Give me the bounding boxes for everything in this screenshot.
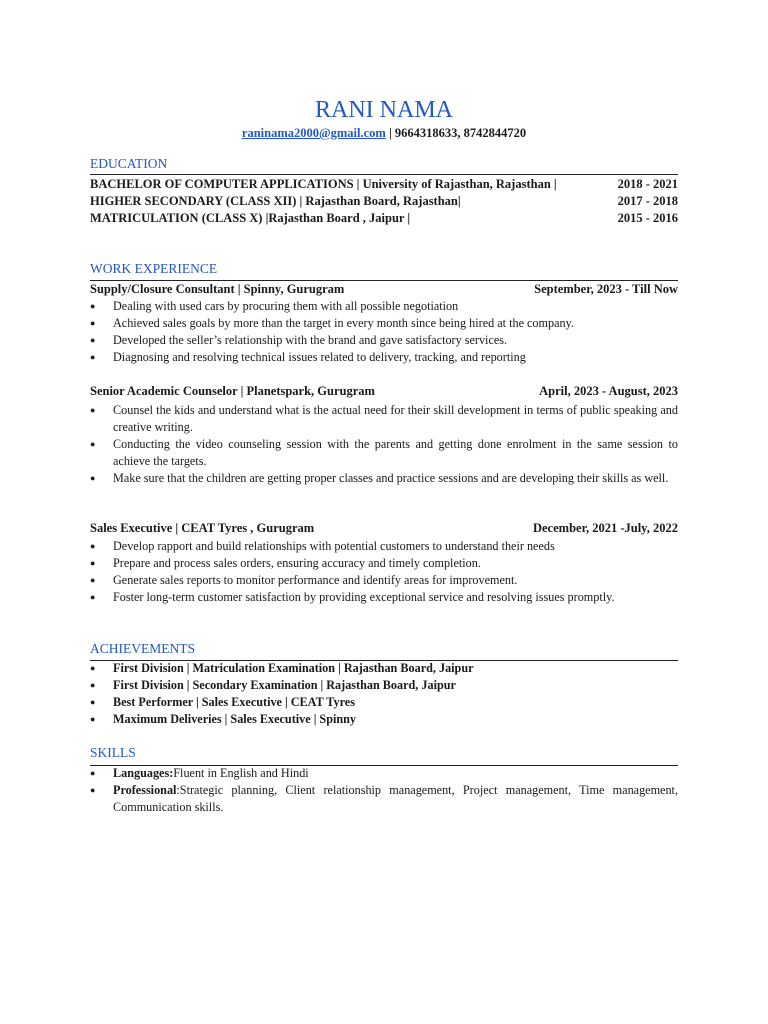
job-dates: December, 2021 -July, 2022 (532, 521, 678, 535)
education-divider (90, 174, 678, 175)
skills-heading: SKILLS (90, 745, 136, 760)
list-item (90, 765, 678, 782)
list-item: ● Generate sales reports to monitor performance and identify areas for improvement. (90, 572, 678, 589)
achievements-heading: ACHIEVEMENTS (90, 641, 195, 656)
list-item: ● Conducting the video counseling session with the parents and getting done enrolment in the same session to achieve the targets. (90, 436, 678, 470)
education-row (90, 193, 678, 210)
list-item: ● Diagnosing and resolving technical issues related to delivery, tracking, and reporting (90, 349, 678, 366)
candidate-name: RANI NAMA (315, 97, 453, 123)
contact-line (0, 125, 768, 141)
education-row (90, 210, 678, 227)
list-item: ● Best Performer | Sales Executive | CEAT Tyres (90, 694, 678, 711)
achievements-list (90, 660, 678, 728)
list-item: ● Dealing with used cars by procuring them with all possible negotiation (90, 298, 678, 315)
list-item: ● Achieved sales goals by more than the target in every month since being hired at the company. (90, 315, 678, 332)
email-link[interactable]: raninama2000@gmail.com (241, 126, 386, 140)
job-role: Sales Executive | CEAT Tyres , Gurugram (90, 521, 315, 535)
job-role: Supply/Closure Consultant | Spinny, Gurugram (90, 282, 345, 296)
skill-text: Fluent in English and Hindi (173, 766, 309, 780)
list-item: ● Maximum Deliveries | Sales Executive | Spinny (90, 711, 678, 728)
job-header (90, 383, 678, 400)
education-years: 2015 - 2016 (617, 211, 678, 225)
skill-text: :Strategic planning, Client relationship management, Project management, Time management, Communication skills. (113, 783, 678, 814)
work-experience-heading: WORK EXPERIENCE (90, 261, 218, 276)
job-header (90, 281, 678, 298)
job-dates: September, 2023 - Till Now (534, 282, 678, 296)
education-degree: HIGHER SECONDARY (CLASS XII) | Rajasthan Board, Rajasthan| (90, 194, 461, 208)
skill-label: Professional (113, 783, 177, 797)
list-item: ● Develop rapport and build relationships with potential customers to understand their needs (90, 538, 678, 555)
skills-list (90, 765, 678, 816)
job-bullets (90, 298, 678, 366)
list-item: ● First Division | Secondary Examination | Rajasthan Board, Jaipur (90, 677, 678, 694)
list-item: ● Foster long-term customer satisfaction by providing exceptional service and resolving issues promptly. (90, 589, 678, 606)
job-bullets (90, 402, 678, 487)
job-header (90, 520, 678, 537)
skill-label: Languages: (113, 766, 174, 780)
list-item: ● Prepare and process sales orders, ensuring accuracy and timely completion. (90, 555, 678, 572)
job-bullets (90, 538, 678, 606)
education-degree: BACHELOR OF COMPUTER APPLICATIONS | University of Rajasthan, Rajasthan | (90, 177, 557, 191)
job-dates: April, 2023 - August, 2023 (539, 384, 678, 398)
list-item: ● Make sure that the children are getting proper classes and practice sessions and are developing their skills as well. (90, 470, 678, 487)
list-item (90, 782, 678, 816)
phone-numbers: | 9664318633, 8742844720 (385, 126, 527, 140)
education-degree: MATRICULATION (CLASS X) |Rajasthan Board , Jaipur | (90, 211, 411, 225)
list-item: ● First Division | Matriculation Examination | Rajasthan Board, Jaipur (90, 660, 678, 677)
education-row (90, 176, 678, 193)
education-years: 2017 - 2018 (617, 194, 678, 208)
education-heading: EDUCATION (90, 156, 168, 171)
list-item: ● Counsel the kids and understand what is the actual need for their skill development in terms of public speaking and creative writing. (90, 402, 678, 436)
education-years: 2018 - 2021 (617, 177, 678, 191)
list-item: ● Developed the seller’s relationship with the brand and gave satisfactory services. (90, 332, 678, 349)
job-role: Senior Academic Counselor | Planetspark, Gurugram (90, 384, 375, 398)
